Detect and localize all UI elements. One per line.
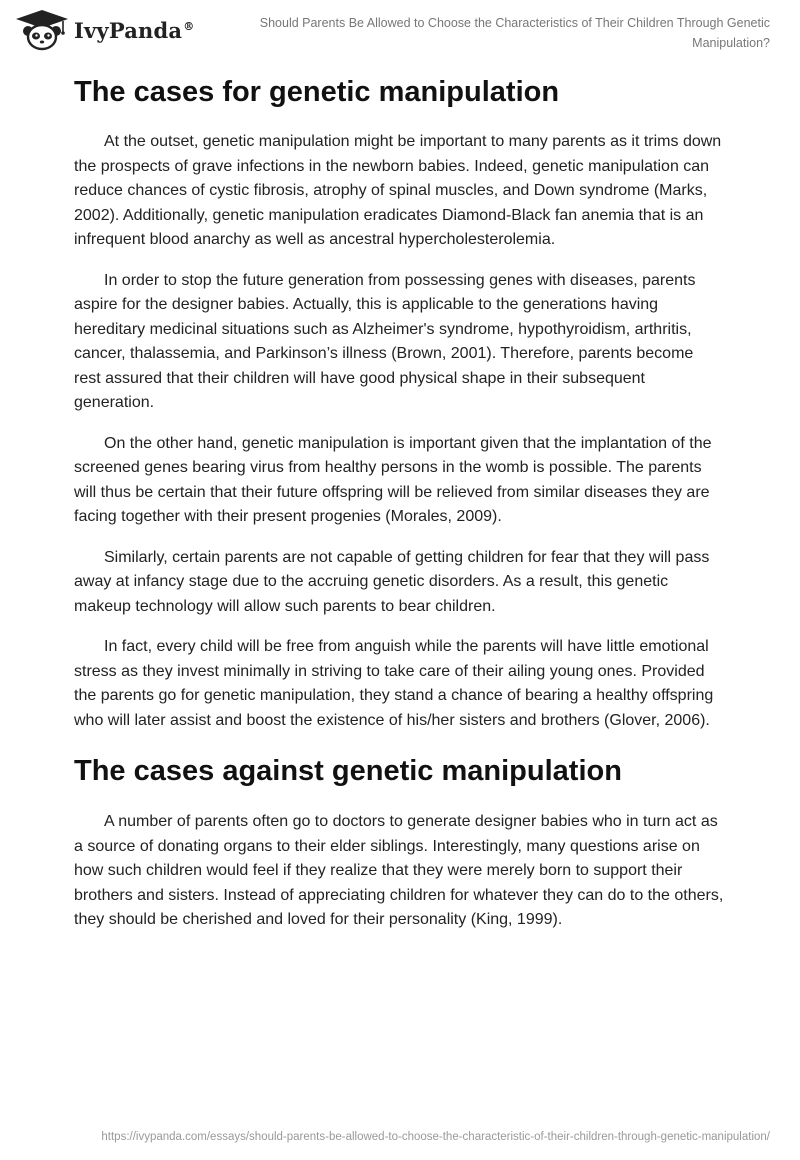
paragraph: On the other hand, genetic manipulation is important given that the implantation of the screened genes bearing virus from healthy persons in the womb is possible. The parents will thus be certain that their future offspring will be relieved from similar diseases they are facing together with their present progenies (Morales, 2009). xyxy=(74,434,712,525)
section-for-body xyxy=(74,130,724,733)
brand-name-text: IvyPanda xyxy=(74,17,183,43)
paragraph: A number of parents often go to doctors to generate designer babies who in turn act as a source of donating organs to their elder siblings. Interestingly, many questions arise on how such children would feel if they realize that they were merely born to support their brothers and sisters. Instead of appreciating children for whatever they can do to the others, they should be cherished and loved for their personality (King, 1999). xyxy=(74,813,724,928)
section-against-body xyxy=(74,810,724,933)
section-heading-against: The cases against genetic manipulation xyxy=(74,755,622,787)
page-header xyxy=(0,0,800,64)
ivypanda-logo[interactable] xyxy=(14,8,194,52)
brand-name xyxy=(74,18,194,43)
registered-mark: ® xyxy=(183,19,195,33)
section-heading-for: The cases for genetic manipulation xyxy=(74,76,560,108)
paragraph: In fact, every child will be free from anguish while the parents will have little emotional stress as they invest minimally in striving to take care of their ailing young ones. Provided the parents go for genetic manipulation, they stand a chance of bearing a healthy offspring who will later assist and boost the existence of his/her sisters and brothers (Glover, 2006). xyxy=(74,638,714,729)
paragraph: Similarly, certain parents are not capable of getting children for fear that they will pass away at infancy stage due to the accruing genetic disorders. As a result, this genetic makeup technology will allow such parents to bear children. xyxy=(74,548,710,615)
footer-url[interactable]: https://ivypanda.com/essays/should-parents-be-allowed-to-choose-the-characteristic-of-their-children-through-genetic-manipulation/ xyxy=(101,1131,770,1143)
essay-content xyxy=(74,70,724,933)
paragraph: At the outset, genetic manipulation might be important to many parents as it trims down the prospects of grave infections in the newborn babies. Indeed, genetic manipulation can reduce chances of cystic fibrosis, atrophy of spinal muscles, and Down syndrome (Marks, 2002). Additionally, genetic manipulation eradicates Diamond-Black fan anemia that is an infrequent blood anarchy as well as ancestral hypercholesterolemia. xyxy=(74,133,722,248)
paragraph: In order to stop the future generation from possessing genes with diseases, parents aspire for the designer babies. Actually, this is applicable to the generations having hereditary medicinal situations such as Alzheimer's syndrome, hypothyroidism, arthritis, cancer, thalassemia, and Parkinson’s illness (Brown, 2001). Therefore, parents become rest assured that their children will have good physical shape in their subsequent generation. xyxy=(74,271,696,411)
document-title: Should Parents Be Allowed to Choose the Characteristics of Their Children Through Genetic Manipulation? xyxy=(259,16,770,50)
panda-graduate-icon xyxy=(14,8,70,52)
